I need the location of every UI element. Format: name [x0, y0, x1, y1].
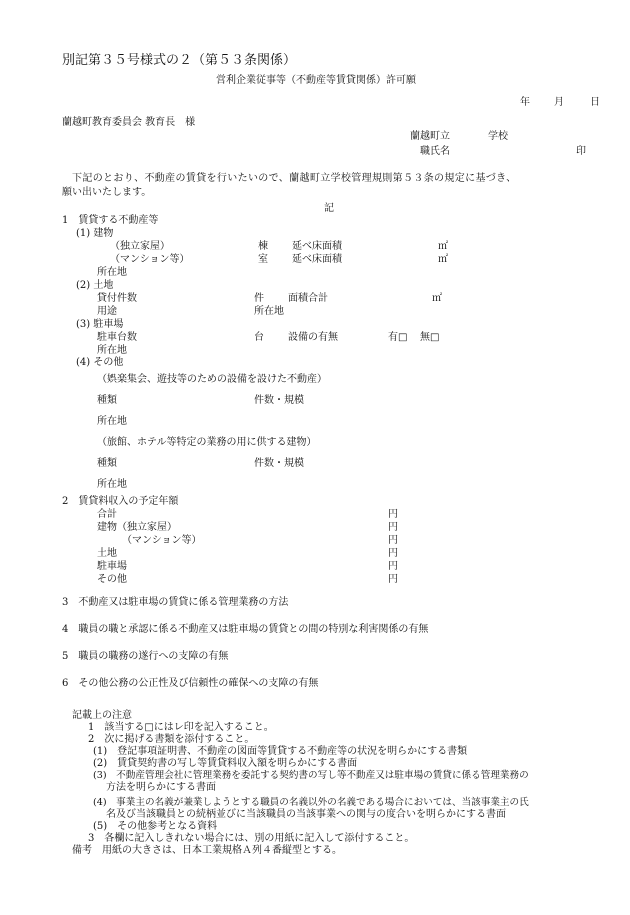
- land-area-total: 面積合計: [288, 293, 328, 304]
- floor-area-label-1: 延べ床面積: [292, 241, 342, 252]
- sec3-heading: 3 不動産又は駐車場の賃貸に係る管理業務の方法: [62, 597, 289, 608]
- sec2-heading: 2 賃貸料収入の予定年額: [62, 496, 179, 507]
- unit-dai: 台: [254, 332, 264, 343]
- note-sub-3a: (3) 不動産管理会社に管理業務を委託する契約書の写し等不動産又は駐車場の賃貸に係る管理業務の: [93, 770, 529, 781]
- yen-2: 円: [388, 522, 398, 533]
- date-day: 日: [590, 97, 600, 108]
- unit-tou: 棟: [258, 241, 268, 252]
- sec5-heading: 5 職員の職務の遂行への支障の有無: [62, 651, 229, 662]
- form-title: 営利企業従事等（不動産等賃貸関係）許可願: [216, 75, 416, 86]
- other-count-scale-2: 件数・規模: [254, 458, 304, 469]
- seal-mark: 印: [576, 146, 586, 157]
- income-row-total: 合計: [97, 509, 117, 520]
- yen-5: 円: [388, 561, 398, 572]
- yen-4: 円: [388, 548, 398, 559]
- other-kind-1: 種類: [97, 395, 117, 406]
- income-row-parking: 駐車場: [97, 561, 127, 572]
- sec4-heading: 4 職員の職と承認に係る不動産又は駐車場の賃貸との間の特別な利害関係の有無: [62, 624, 429, 635]
- note-sub-4a: (4) 事業主の名義が兼業しようとする職員の名義以外の名義である場合においては、当該事業主の氏: [93, 797, 529, 808]
- school-suffix: 学校: [488, 131, 508, 142]
- other-kind-2: 種類: [97, 458, 117, 469]
- intro-line-2: 願い出いたします。: [62, 187, 152, 198]
- note-sub-4b: 名及び当該職員との続柄並びに当該職員の当該事業への関与の度合いを明らかにする書面: [106, 809, 506, 820]
- date-month: 月: [554, 97, 564, 108]
- unit-ken: 件: [254, 293, 264, 304]
- building-detached: （独立家屋）: [110, 241, 170, 252]
- title-name-label: 職氏名: [420, 146, 450, 157]
- unit-shitsu: 室: [258, 254, 268, 265]
- sqm-unit-3: ㎡: [432, 293, 442, 304]
- facility-yes-checkbox[interactable]: 有□: [388, 332, 408, 343]
- yen-1: 円: [388, 509, 398, 520]
- form-id: 別記第３５号様式の２（第５３条関係）: [62, 53, 297, 68]
- note-sub-1: (1) 登記事項証明書、不動産の図面等賃貸する不動産等の状況を明らかにする書類: [93, 746, 468, 757]
- note-sub-3b: 方法を明らかにする書面: [106, 782, 216, 793]
- land-count: 貸付件数: [97, 293, 137, 304]
- sqm-unit-2: ㎡: [438, 254, 448, 265]
- parking-facility: 設備の有無: [288, 332, 338, 343]
- intro-line-1: 下記のとおり、不動産の賃貸を行いたいので、蘭越町立学校管理規則第５３条の規定に基づき、: [72, 173, 517, 184]
- addressee: 蘭越町教育委員会 教育長 様: [62, 117, 196, 128]
- note-sub-5: (5) その他参考となる資料: [93, 821, 218, 832]
- other-label: (4) その他: [76, 357, 124, 368]
- land-location: 所在地: [254, 306, 284, 317]
- floor-area-label-2: 延べ床面積: [292, 254, 342, 265]
- biko: 備考 用紙の大きさは、日本工業規格Ａ列４番縦型とする。: [72, 845, 342, 856]
- other-location-2: 所在地: [97, 479, 127, 490]
- income-row-land: 土地: [97, 548, 117, 559]
- sec6-heading: 6 その他公務の公正性及び信頼性の確保への支障の有無: [62, 678, 319, 689]
- parking-location: 所在地: [97, 345, 127, 356]
- note-2: 2 次に掲げる書類を添付すること。: [88, 734, 255, 745]
- note-1: 1 該当する□にはレ印を記入すること。: [88, 722, 274, 733]
- parking-count: 駐車台数: [97, 332, 137, 343]
- note-3: 3 各欄に記入しきれない場合には、別の用紙に記入して添付すること。: [88, 833, 415, 844]
- other-entertainment: （娯楽集会、遊技等のための設備を設けた不動産）: [97, 374, 327, 385]
- yen-6: 円: [388, 574, 398, 585]
- sqm-unit-1: ㎡: [438, 241, 448, 252]
- date-year: 年: [520, 97, 530, 108]
- land-label: (2) 土地: [76, 280, 114, 291]
- parking-label: (3) 駐車場: [76, 319, 124, 330]
- land-use: 用途: [97, 306, 117, 317]
- income-row-other: その他: [97, 574, 127, 585]
- school-prefix: 蘭越町立: [410, 131, 450, 142]
- yen-3: 円: [388, 535, 398, 546]
- sec1-heading: 1 賃貸する不動産等: [62, 215, 159, 226]
- building-label: (1) 建物: [76, 228, 114, 239]
- other-location-1: 所在地: [97, 416, 127, 427]
- income-row-building: 建物（独立家屋）: [97, 522, 177, 533]
- ki-mark: 記: [324, 203, 334, 214]
- building-mansion: （マンション等）: [110, 254, 190, 265]
- other-count-scale-1: 件数・規模: [254, 395, 304, 406]
- note-sub-2: (2) 賃貸契約書の写し等賃貸料収入額を明らかにする書面: [93, 758, 358, 769]
- building-location: 所在地: [97, 267, 127, 278]
- income-row-mansion: （マンション等）: [122, 535, 202, 546]
- notes-heading: 記載上の注意: [72, 710, 132, 721]
- facility-no-checkbox[interactable]: 無□: [420, 332, 440, 343]
- other-hotel: （旅館、ホテル等特定の業務の用に供する建物）: [97, 437, 317, 448]
